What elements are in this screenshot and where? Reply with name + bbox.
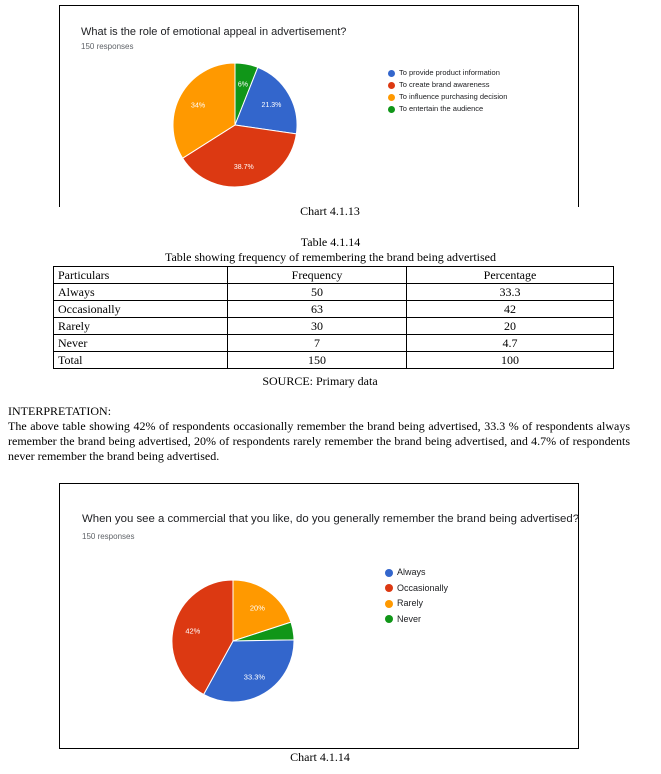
pie-slice-label: 33.3% [243, 672, 266, 682]
legend-item [388, 68, 500, 77]
chart1-bottom-left-tick [59, 201, 60, 207]
legend-item [385, 614, 421, 624]
interpretation-text: The above table showing 42% of respondents occasionally remember the brand being advertised, 33.3 % of respondents always remember the brand being advertised, 20% of respondents rarely remember the brand being advertised, and 4.7% of respondents never remember the brand being advertised. [8, 419, 630, 463]
table-header-cell: Frequency [228, 267, 407, 284]
table-cell: 100 [407, 352, 614, 369]
legend-item [388, 104, 483, 113]
pie-slice-label: 42% [185, 626, 201, 636]
table-row [54, 318, 614, 335]
table-cell: 20 [407, 318, 614, 335]
chart2-pie [160, 560, 310, 720]
legend-label: Occasionally [397, 582, 449, 593]
legend-swatch [385, 615, 393, 623]
table-row [54, 301, 614, 318]
legend-item [385, 583, 448, 593]
legend-label: To entertain the audience [399, 104, 484, 113]
legend-swatch [385, 584, 393, 592]
legend-swatch [388, 82, 395, 89]
legend-label: Never [397, 613, 422, 624]
pie-slice-label: 6% [237, 81, 248, 89]
chart1-pie [160, 60, 310, 190]
table-cell: 50 [228, 284, 407, 301]
table-title: Table showing frequency of remembering the brand being advertised [164, 250, 497, 264]
table-cell: Always [54, 284, 228, 301]
legend-item [388, 92, 507, 101]
legend-swatch [385, 600, 393, 608]
legend-swatch [388, 94, 395, 101]
legend-label: To create brand awareness [399, 80, 490, 89]
pie-slice-label: 21.3% [261, 101, 282, 109]
table-row [54, 335, 614, 352]
legend-swatch [385, 569, 393, 577]
table-header-cell: Percentage [407, 267, 614, 284]
pie-slice-label: 34% [191, 102, 206, 110]
frequency-table [53, 266, 614, 369]
table-row [54, 284, 614, 301]
legend-item [388, 80, 489, 89]
chart2-responses: 150 responses [82, 532, 135, 541]
table-total-row [54, 352, 614, 369]
pie-slice-label: 38.7% [233, 164, 254, 172]
table-source: SOURCE: Primary data [262, 374, 378, 388]
table-number: Table 4.1.14 [300, 235, 361, 249]
chart2-caption: Chart 4.1.14 [290, 750, 350, 764]
table-cell: 42 [407, 301, 614, 318]
legend-swatch [388, 70, 395, 77]
legend-label: To influence purchasing decision [399, 92, 508, 101]
pie-slice-label: 20% [249, 603, 265, 613]
table-cell: Total [54, 352, 228, 369]
table-header-cell: Particulars [54, 267, 228, 284]
table-cell: 63 [228, 301, 407, 318]
table-cell: 30 [228, 318, 407, 335]
interpretation-heading-text: INTERPRETATION: [8, 404, 112, 418]
table-cell: 150 [228, 352, 407, 369]
table-cell: Never [54, 335, 228, 352]
table-cell: 7 [228, 335, 407, 352]
legend-label: Rarely [397, 598, 424, 608]
legend-item [385, 567, 426, 577]
chart1-question: What is the role of emotional appeal in advertisement? [81, 26, 347, 38]
chart1-bottom-right-tick [578, 201, 579, 207]
chart1-responses: 150 responses [81, 42, 134, 51]
chart1-caption: Chart 4.1.13 [300, 204, 360, 218]
table-header-row [54, 267, 614, 284]
table-cell: 4.7 [407, 335, 614, 352]
legend-label: Always [397, 567, 426, 577]
legend-swatch [388, 106, 395, 113]
table-cell: Occasionally [54, 301, 228, 318]
chart2-question: When you see a commercial that you like, do you generally remember the brand being advertised? [82, 513, 580, 525]
table-cell: 33.3 [407, 284, 614, 301]
table-cell: Rarely [54, 318, 228, 335]
legend-label: To provide product information [399, 68, 500, 77]
interpretation-paragraph [8, 404, 630, 464]
legend-item [385, 598, 423, 608]
